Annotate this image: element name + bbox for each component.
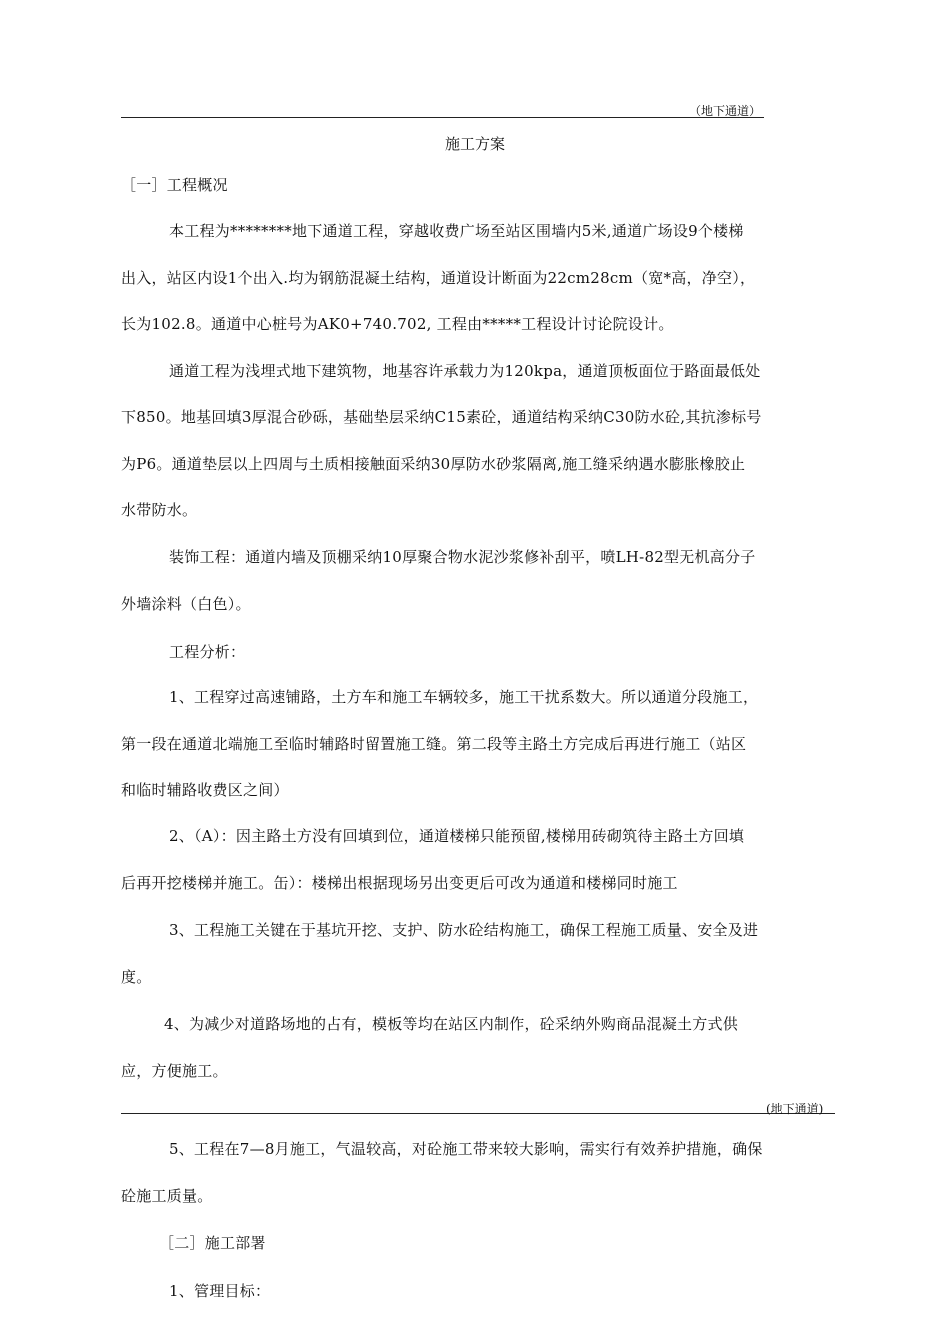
list-item-line: 5、工程在7—8月施工，气温较高，对砼施工带来较大影响，需实行有效养护措施，确保	[169, 1140, 763, 1158]
paragraph-line: 为P6。通道垫层以上四周与土质相接触面采纳30厚防水砂浆隔离,施工缝采纳遇水膨胀橡胶止	[121, 455, 746, 473]
subheading-management-goals: 1、管理目标：	[169, 1282, 271, 1300]
list-item-line: 后再开挖楼梯并施工。缶）：楼梯出根据现场另出变更后可改为通道和楼梯同时施工	[121, 874, 678, 892]
list-item-line: 度。	[121, 968, 152, 986]
list-item-line: 砼施工质量。	[121, 1187, 213, 1205]
section-heading-deployment: ［二］施工部署	[159, 1234, 266, 1252]
list-item-line: 和临时辅路收费区之间）	[121, 781, 289, 799]
paragraph-line: 本工程为********地下通道工程，穿越收费广场至站区围墙内5米,通道广场设9个楼梯	[169, 222, 744, 240]
running-header: （地下通道）	[689, 104, 762, 118]
section-heading-overview: ［一］工程概况	[121, 176, 228, 194]
list-item-line: 4、为减少对道路场地的占有，模板等均在站区内制作，砼采纳外购商品混凝土方式供	[164, 1015, 739, 1033]
paragraph-line: 装饰工程：通道内墙及顶棚采纳10厚聚合物水泥沙浆修补刮平，喷LH-82型无机高分子	[169, 548, 756, 566]
paragraph-line: 下850。地基回填3厚混合砂砾，基础垫层采纳C15素砼，通道结构采纳C30防水砼,其抗渗标号	[121, 408, 762, 426]
paragraph-line: 外墙涂料（白色）。	[121, 595, 251, 613]
list-item-line: 第一段在通道北端施工至临时辅路时留置施工缝。第二段等主路土方完成后再进行施工（站区	[121, 735, 747, 753]
header-rule	[121, 1113, 835, 1114]
list-item-line: 1、工程穿过高速铺路，土方车和施工车辆较多，施工干扰系数大。所以通道分段施工，	[169, 688, 759, 706]
document-title: 施工方案	[444, 135, 505, 153]
paragraph-line: 水带防水。	[121, 501, 198, 519]
list-item-line: 应，方便施工。	[121, 1062, 228, 1080]
header-rule	[121, 117, 764, 118]
list-item-line: 3、工程施工关键在于基坑开挖、支护、防水砼结构施工，确保工程施工质量、安全及进	[169, 921, 759, 939]
paragraph-line: 出入，站区内设1个出入.均为钢筋混凝土结构，通道设计断面为22cm28cm（宽*高，净空），	[121, 269, 756, 287]
analysis-heading: 工程分析：	[169, 643, 246, 661]
running-header: (地下通道)	[766, 1102, 824, 1116]
paragraph-line: 通道工程为浅埋式地下建筑物，地基容许承载力为120kpa，通道顶板面位于路面最低处	[169, 362, 761, 380]
list-item-line: 2、（A）：因主路土方没有回填到位，通道楼梯只能预留,楼梯用砖砌筑待主路土方回填	[169, 827, 745, 845]
paragraph-line: 长为102.8。通道中心桩号为AK0+740.702, 工程由*****工程设计讨论院设计。	[121, 315, 674, 333]
